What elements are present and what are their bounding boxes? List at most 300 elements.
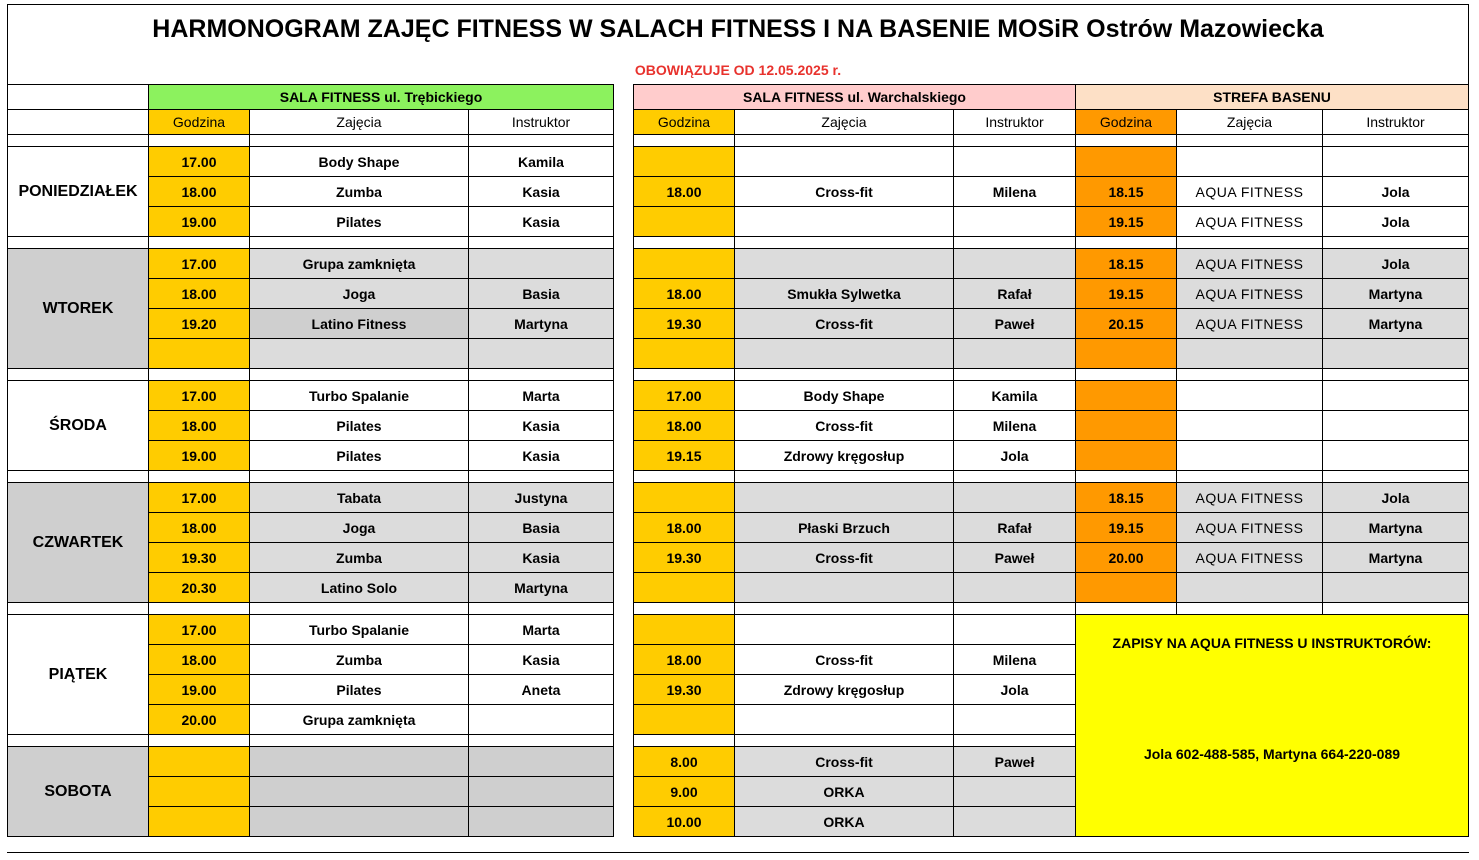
spacer-cell xyxy=(614,369,634,381)
trebickiego-instructor: Kasia xyxy=(469,177,614,207)
header xyxy=(7,4,1469,84)
warchalskiego-class: Body Shape xyxy=(735,381,954,411)
trebickiego-hour: 19.00 xyxy=(149,675,250,705)
basen-hour xyxy=(1076,573,1177,603)
col-zajecia: Zajęcia xyxy=(250,110,469,135)
warchalskiego-class xyxy=(735,705,954,735)
schedule-row xyxy=(8,279,1469,309)
basen-instructor: Jola xyxy=(1323,249,1469,279)
trebickiego-class xyxy=(250,777,469,807)
gap-cell xyxy=(614,615,634,645)
day-name: WTOREK xyxy=(8,249,149,369)
spacer-cell xyxy=(1177,471,1323,483)
basen-class: AQUA FITNESS xyxy=(1177,543,1323,573)
section-trebickiego: SALA FITNESS ul. Trębickiego xyxy=(149,85,614,110)
spacer-cell xyxy=(469,237,614,249)
schedule-row xyxy=(8,483,1469,513)
trebickiego-class: Turbo Spalanie xyxy=(250,381,469,411)
spacer-cell xyxy=(250,369,469,381)
basen-instructor: Jola xyxy=(1323,207,1469,237)
schedule-row xyxy=(8,147,1469,177)
schedule-row xyxy=(8,249,1469,279)
warchalskiego-instructor xyxy=(954,615,1076,645)
spacer-cell xyxy=(8,369,149,381)
trebickiego-hour: 18.00 xyxy=(149,645,250,675)
spacer-cell xyxy=(954,369,1076,381)
spacer-cell xyxy=(149,471,250,483)
warchalskiego-class: Cross-fit xyxy=(735,177,954,207)
warchalskiego-hour: 10.00 xyxy=(634,807,735,837)
spacer-cell xyxy=(469,735,614,747)
spacer-cell xyxy=(954,735,1076,747)
warchalskiego-class: Smukła Sylwetka xyxy=(735,279,954,309)
trebickiego-instructor: Kasia xyxy=(469,207,614,237)
corner-cell xyxy=(8,85,149,110)
spacer-cell xyxy=(1323,237,1469,249)
warchalskiego-hour: 18.00 xyxy=(634,513,735,543)
trebickiego-hour: 19.00 xyxy=(149,441,250,471)
spacer-cell xyxy=(954,603,1076,615)
trebickiego-hour: 20.30 xyxy=(149,573,250,603)
basen-hour: 19.15 xyxy=(1076,207,1177,237)
warchalskiego-class: Cross-fit xyxy=(735,747,954,777)
basen-class: AQUA FITNESS xyxy=(1177,249,1323,279)
trebickiego-hour: 18.00 xyxy=(149,513,250,543)
trebickiego-instructor: Kasia xyxy=(469,645,614,675)
spacer-cell xyxy=(634,237,735,249)
spacer-cell xyxy=(735,471,954,483)
col-instruktor: Instruktor xyxy=(1323,110,1469,135)
aqua-signup-title: ZAPISY NA AQUA FITNESS U INSTRUKTORÓW: xyxy=(1112,635,1432,651)
warchalskiego-class: Zdrowy kręgosłup xyxy=(735,441,954,471)
warchalskiego-class: Cross-fit xyxy=(735,411,954,441)
spacer-cell xyxy=(469,135,614,147)
spacer-cell xyxy=(634,735,735,747)
col-godzina: Godzina xyxy=(1076,110,1177,135)
spacer-cell xyxy=(8,471,149,483)
gap-cell xyxy=(614,543,634,573)
schedule-table xyxy=(7,84,1469,837)
basen-hour: 18.15 xyxy=(1076,177,1177,207)
basen-class xyxy=(1177,339,1323,369)
spacer-row xyxy=(8,471,1469,483)
spacer-cell xyxy=(1323,471,1469,483)
warchalskiego-hour: 19.30 xyxy=(634,309,735,339)
gap-cell xyxy=(614,147,634,177)
basen-hour: 18.15 xyxy=(1076,249,1177,279)
spacer-cell xyxy=(250,135,469,147)
col-zajecia: Zajęcia xyxy=(735,110,954,135)
warchalskiego-hour: 9.00 xyxy=(634,777,735,807)
spacer-cell xyxy=(1323,369,1469,381)
warchalskiego-instructor xyxy=(954,339,1076,369)
schedule-row xyxy=(8,339,1469,369)
warchalskiego-instructor: Kamila xyxy=(954,381,1076,411)
basen-instructor: Martyna xyxy=(1323,513,1469,543)
warchalskiego-hour: 18.00 xyxy=(634,411,735,441)
trebickiego-instructor: Justyna xyxy=(469,483,614,513)
bottom-rule xyxy=(7,852,1469,853)
warchalskiego-instructor: Paweł xyxy=(954,543,1076,573)
warchalskiego-hour xyxy=(634,705,735,735)
day-name: PIĄTEK xyxy=(8,615,149,735)
trebickiego-hour: 19.00 xyxy=(149,207,250,237)
basen-hour: 19.15 xyxy=(1076,513,1177,543)
spacer-cell xyxy=(8,735,149,747)
schedule-row xyxy=(8,177,1469,207)
spacer-cell xyxy=(1177,237,1323,249)
spacer-cell xyxy=(614,603,634,615)
corner-cell xyxy=(8,110,149,135)
spacer-cell xyxy=(614,135,634,147)
trebickiego-hour xyxy=(149,339,250,369)
warchalskiego-instructor: Paweł xyxy=(954,747,1076,777)
gap-cell xyxy=(614,207,634,237)
spacer-cell xyxy=(1076,237,1177,249)
trebickiego-class: Zumba xyxy=(250,645,469,675)
col-godzina: Godzina xyxy=(149,110,250,135)
trebickiego-hour: 19.30 xyxy=(149,543,250,573)
spacer-row xyxy=(8,135,1469,147)
trebickiego-class: Latino Fitness xyxy=(250,309,469,339)
warchalskiego-hour: 19.30 xyxy=(634,675,735,705)
spacer-cell xyxy=(1076,369,1177,381)
gap-cell xyxy=(614,573,634,603)
trebickiego-class: Pilates xyxy=(250,441,469,471)
warchalskiego-hour: 18.00 xyxy=(634,279,735,309)
basen-hour: 20.00 xyxy=(1076,543,1177,573)
trebickiego-hour: 17.00 xyxy=(149,615,250,645)
trebickiego-class: Joga xyxy=(250,279,469,309)
trebickiego-hour: 18.00 xyxy=(149,177,250,207)
gap-cell xyxy=(614,110,634,135)
spacer-cell xyxy=(469,471,614,483)
basen-hour xyxy=(1076,381,1177,411)
spacer-cell xyxy=(1323,603,1469,615)
day-name: ŚRODA xyxy=(8,381,149,471)
warchalskiego-class xyxy=(735,615,954,645)
section-basen: STREFA BASENU xyxy=(1076,85,1469,110)
trebickiego-class: Tabata xyxy=(250,483,469,513)
trebickiego-class: Joga xyxy=(250,513,469,543)
trebickiego-hour: 18.00 xyxy=(149,411,250,441)
basen-instructor: Martyna xyxy=(1323,279,1469,309)
warchalskiego-class xyxy=(735,573,954,603)
spacer-cell xyxy=(614,735,634,747)
trebickiego-class: Grupa zamknięta xyxy=(250,705,469,735)
trebickiego-class xyxy=(250,807,469,837)
warchalskiego-instructor: Milena xyxy=(954,177,1076,207)
col-instruktor: Instruktor xyxy=(469,110,614,135)
spacer-row xyxy=(8,603,1469,615)
trebickiego-instructor xyxy=(469,339,614,369)
gap-cell xyxy=(614,483,634,513)
spacer-cell xyxy=(1177,603,1323,615)
warchalskiego-hour xyxy=(634,573,735,603)
basen-instructor xyxy=(1323,339,1469,369)
warchalskiego-hour xyxy=(634,249,735,279)
basen-instructor xyxy=(1323,411,1469,441)
gap-cell xyxy=(614,249,634,279)
basen-hour: 19.15 xyxy=(1076,279,1177,309)
spacer-cell xyxy=(250,603,469,615)
spacer-cell xyxy=(469,369,614,381)
basen-hour: 20.15 xyxy=(1076,309,1177,339)
gap-cell xyxy=(614,747,634,777)
trebickiego-instructor xyxy=(469,249,614,279)
basen-instructor: Martyna xyxy=(1323,309,1469,339)
warchalskiego-instructor xyxy=(954,147,1076,177)
spacer-cell xyxy=(8,237,149,249)
spacer-cell xyxy=(735,237,954,249)
trebickiego-instructor: Kamila xyxy=(469,147,614,177)
warchalskiego-class xyxy=(735,249,954,279)
gap-cell xyxy=(614,675,634,705)
basen-instructor xyxy=(1323,441,1469,471)
col-godzina: Godzina xyxy=(634,110,735,135)
trebickiego-hour: 17.00 xyxy=(149,483,250,513)
spacer-cell xyxy=(149,135,250,147)
basen-instructor xyxy=(1323,147,1469,177)
trebickiego-instructor: Basia xyxy=(469,513,614,543)
warchalskiego-class: ORKA xyxy=(735,807,954,837)
basen-instructor xyxy=(1323,381,1469,411)
gap-cell xyxy=(614,85,634,110)
warchalskiego-hour: 17.00 xyxy=(634,381,735,411)
spacer-cell xyxy=(634,471,735,483)
trebickiego-hour: 20.00 xyxy=(149,705,250,735)
warchalskiego-instructor xyxy=(954,249,1076,279)
warchalskiego-class xyxy=(735,339,954,369)
warchalskiego-instructor xyxy=(954,807,1076,837)
spacer-cell xyxy=(1177,135,1323,147)
spacer-cell xyxy=(149,735,250,747)
gap-cell xyxy=(614,777,634,807)
basen-class: AQUA FITNESS xyxy=(1177,309,1323,339)
schedule-row xyxy=(8,573,1469,603)
trebickiego-class: Pilates xyxy=(250,207,469,237)
basen-class xyxy=(1177,381,1323,411)
warchalskiego-instructor: Rafał xyxy=(954,513,1076,543)
trebickiego-hour xyxy=(149,747,250,777)
spacer-cell xyxy=(149,603,250,615)
gap-cell xyxy=(614,441,634,471)
trebickiego-instructor: Kasia xyxy=(469,441,614,471)
spacer-cell xyxy=(8,135,149,147)
spacer-cell xyxy=(614,237,634,249)
trebickiego-instructor xyxy=(469,807,614,837)
spacer-cell xyxy=(1323,135,1469,147)
trebickiego-instructor: Aneta xyxy=(469,675,614,705)
trebickiego-class: Grupa zamknięta xyxy=(250,249,469,279)
basen-hour xyxy=(1076,441,1177,471)
trebickiego-instructor xyxy=(469,777,614,807)
basen-class: AQUA FITNESS xyxy=(1177,279,1323,309)
basen-class: AQUA FITNESS xyxy=(1177,207,1323,237)
warchalskiego-class xyxy=(735,147,954,177)
warchalskiego-class: ORKA xyxy=(735,777,954,807)
spacer-row xyxy=(8,369,1469,381)
basen-class xyxy=(1177,411,1323,441)
spacer-cell xyxy=(1177,369,1323,381)
trebickiego-hour: 18.00 xyxy=(149,279,250,309)
schedule-row xyxy=(8,411,1469,441)
trebickiego-class: Turbo Spalanie xyxy=(250,615,469,645)
trebickiego-class: Zumba xyxy=(250,177,469,207)
basen-class xyxy=(1177,573,1323,603)
trebickiego-instructor: Martyna xyxy=(469,573,614,603)
spacer-row xyxy=(8,237,1469,249)
col-instruktor: Instruktor xyxy=(954,110,1076,135)
gap-cell xyxy=(614,513,634,543)
page-title: HARMONOGRAM ZAJĘC FITNESS W SALACH FITNESS I NA BASENIE MOSiR Ostrów Mazowiecka xyxy=(152,15,1324,43)
spacer-cell xyxy=(735,369,954,381)
spacer-cell xyxy=(954,471,1076,483)
gap-cell xyxy=(614,279,634,309)
warchalskiego-instructor xyxy=(954,705,1076,735)
basen-instructor: Martyna xyxy=(1323,543,1469,573)
spacer-cell xyxy=(1076,603,1177,615)
warchalskiego-hour: 18.00 xyxy=(634,645,735,675)
spacer-cell xyxy=(469,603,614,615)
warchalskiego-instructor xyxy=(954,777,1076,807)
trebickiego-instructor: Kasia xyxy=(469,411,614,441)
warchalskiego-instructor: Jola xyxy=(954,675,1076,705)
gap-cell xyxy=(614,705,634,735)
trebickiego-instructor: Marta xyxy=(469,615,614,645)
basen-hour xyxy=(1076,411,1177,441)
basen-hour xyxy=(1076,147,1177,177)
warchalskiego-instructor: Jola xyxy=(954,441,1076,471)
warchalskiego-class xyxy=(735,483,954,513)
warchalskiego-class: Cross-fit xyxy=(735,543,954,573)
schedule-row xyxy=(8,513,1469,543)
day-name: PONIEDZIAŁEK xyxy=(8,147,149,237)
basen-class: AQUA FITNESS xyxy=(1177,483,1323,513)
spacer-cell xyxy=(149,237,250,249)
warchalskiego-class: Cross-fit xyxy=(735,645,954,675)
spacer-cell xyxy=(735,135,954,147)
basen-class xyxy=(1177,441,1323,471)
aqua-signup-contacts: Jola 602-488-585, Martyna 664-220-089 xyxy=(1143,746,1401,762)
schedule-row xyxy=(8,441,1469,471)
trebickiego-instructor: Marta xyxy=(469,381,614,411)
warchalskiego-hour xyxy=(634,207,735,237)
schedule-row xyxy=(8,309,1469,339)
trebickiego-hour: 19.20 xyxy=(149,309,250,339)
spacer-cell xyxy=(954,135,1076,147)
warchalskiego-instructor: Paweł xyxy=(954,309,1076,339)
warchalskiego-hour: 19.30 xyxy=(634,543,735,573)
basen-class: AQUA FITNESS xyxy=(1177,177,1323,207)
schedule-row xyxy=(8,615,1469,645)
day-name: CZWARTEK xyxy=(8,483,149,603)
trebickiego-class: Zumba xyxy=(250,543,469,573)
trebickiego-hour: 17.00 xyxy=(149,249,250,279)
spacer-cell xyxy=(735,735,954,747)
gap-cell xyxy=(614,411,634,441)
trebickiego-hour: 17.00 xyxy=(149,381,250,411)
warchalskiego-class: Cross-fit xyxy=(735,309,954,339)
spacer-cell xyxy=(250,471,469,483)
trebickiego-class: Pilates xyxy=(250,675,469,705)
spacer-cell xyxy=(954,237,1076,249)
spacer-cell xyxy=(1076,471,1177,483)
trebickiego-hour xyxy=(149,807,250,837)
gap-cell xyxy=(614,177,634,207)
spacer-cell xyxy=(614,471,634,483)
schedule-row xyxy=(8,381,1469,411)
spacer-cell xyxy=(634,603,735,615)
basen-hour xyxy=(1076,339,1177,369)
warchalskiego-hour: 18.00 xyxy=(634,177,735,207)
schedule-row xyxy=(8,543,1469,573)
spacer-cell xyxy=(1076,135,1177,147)
aqua-signup-info xyxy=(1076,615,1469,837)
schedule-row xyxy=(8,207,1469,237)
gap-cell xyxy=(614,339,634,369)
warchalskiego-class: Płaski Brzuch xyxy=(735,513,954,543)
basen-hour: 18.15 xyxy=(1076,483,1177,513)
warchalskiego-class: Zdrowy kręgosłup xyxy=(735,675,954,705)
gap-cell xyxy=(614,381,634,411)
trebickiego-class: Body Shape xyxy=(250,147,469,177)
trebickiego-class xyxy=(250,747,469,777)
spacer-cell xyxy=(735,603,954,615)
warchalskiego-instructor xyxy=(954,483,1076,513)
trebickiego-hour: 17.00 xyxy=(149,147,250,177)
trebickiego-instructor xyxy=(469,747,614,777)
gap-cell xyxy=(614,807,634,837)
warchalskiego-instructor: Milena xyxy=(954,645,1076,675)
trebickiego-instructor xyxy=(469,705,614,735)
trebickiego-hour xyxy=(149,777,250,807)
trebickiego-class xyxy=(250,339,469,369)
trebickiego-class: Latino Solo xyxy=(250,573,469,603)
spacer-cell xyxy=(149,369,250,381)
basen-class: AQUA FITNESS xyxy=(1177,513,1323,543)
section-header-row xyxy=(8,85,1469,110)
gap-cell xyxy=(614,645,634,675)
warchalskiego-class xyxy=(735,207,954,237)
warchalskiego-hour xyxy=(634,147,735,177)
warchalskiego-hour xyxy=(634,339,735,369)
spacer-cell xyxy=(8,603,149,615)
spacer-cell xyxy=(634,135,735,147)
warchalskiego-instructor: Rafał xyxy=(954,279,1076,309)
spacer-cell xyxy=(250,237,469,249)
warchalskiego-hour xyxy=(634,483,735,513)
basen-instructor: Jola xyxy=(1323,483,1469,513)
column-header-row xyxy=(8,110,1469,135)
col-zajecia: Zajęcia xyxy=(1177,110,1323,135)
basen-instructor xyxy=(1323,573,1469,603)
warchalskiego-hour: 8.00 xyxy=(634,747,735,777)
warchalskiego-hour: 19.15 xyxy=(634,441,735,471)
trebickiego-class: Pilates xyxy=(250,411,469,441)
warchalskiego-hour xyxy=(634,615,735,645)
gap-cell xyxy=(614,309,634,339)
day-name: SOBOTA xyxy=(8,747,149,837)
warchalskiego-instructor xyxy=(954,207,1076,237)
basen-instructor: Jola xyxy=(1323,177,1469,207)
trebickiego-instructor: Martyna xyxy=(469,309,614,339)
spacer-cell xyxy=(634,369,735,381)
basen-class xyxy=(1177,147,1323,177)
warchalskiego-instructor xyxy=(954,573,1076,603)
trebickiego-instructor: Kasia xyxy=(469,543,614,573)
spacer-cell xyxy=(250,735,469,747)
